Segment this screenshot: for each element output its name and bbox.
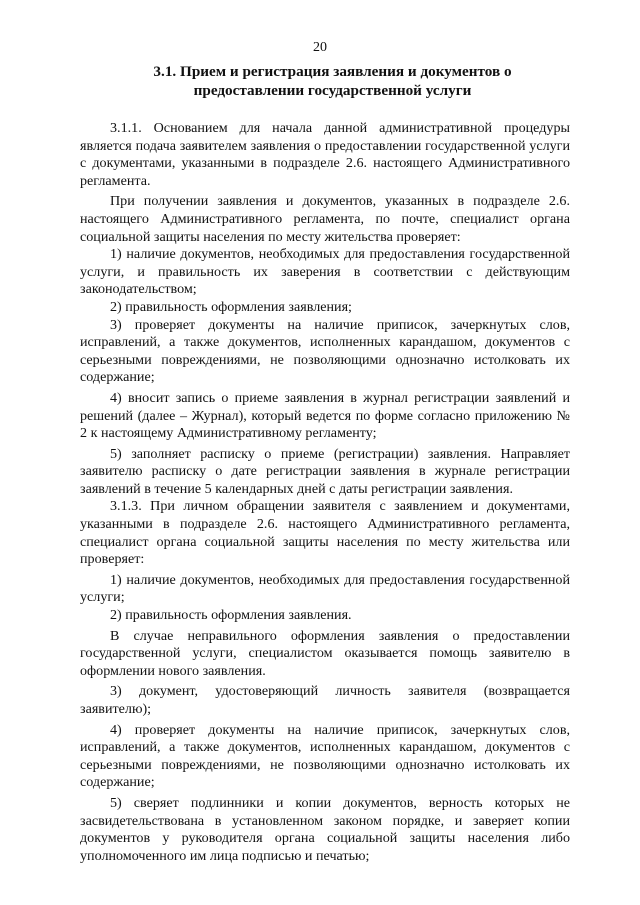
page-number: 20 [313, 40, 327, 55]
list-item-postal-4: 4) вносит запись о приеме заявления в журнал регистрации заявлений и решений (далее – Журнал), который ведется по форме согласно приложению № 2 к настоящему Административному регламенту; [80, 389, 570, 442]
list-item-personal-3: 3) документ, удостоверяющий личность заявителя (возвращается заявителю); [80, 683, 570, 717]
section-heading-line-1: 3.1. Прием и регистрация заявления и документов о [153, 63, 512, 80]
list-item-personal-2: 2) правильность оформления заявления. [110, 607, 352, 624]
paragraph-postal-check: При получении заявления и документов, указанных в подразделе 2.6. настоящего Административного регламента, по почте, специалист органа социальной защиты населения по месту жительства проверяет: [80, 193, 570, 245]
paragraph-incorrect-form: В случае неправильного оформления заявления о предоставлении государственной услуги, специалистом оказывается помощь заявителю в оформлении нового заявления. [80, 627, 570, 679]
list-item-postal-2: 2) правильность оформления заявления; [110, 298, 352, 315]
paragraph-3-1-3: 3.1.3. При личном обращении заявителя с заявлением и документами, указанными в подразделе 2.6. настоящего Административного регламента, специалист органа социальной защиты населения по месту жительства или проверяет: [80, 498, 570, 568]
section-heading [90, 62, 575, 100]
list-item-personal-5: 5) сверяет подлинники и копии документов, верность которых не засвидетельствована в установленном законом порядке, и заверяет копии документов у руководителя органа социальной защиты населения либо уполномоченного им лица подписью и печатью; [80, 794, 570, 864]
list-item-postal-5: 5) заполняет расписку о приеме (регистрации) заявления. Направляет заявителю расписку о дате регистрации заявления в журнале регистрации заявлений в течение 5 календарных дней с даты регистрации заявления. [80, 445, 570, 497]
list-item-personal-1: 1) наличие документов, необходимых для предоставления государственной услуги; [80, 571, 570, 606]
paragraph-3-1-1: 3.1.1. Основанием для начала данной административной процедуры является подача заявителем заявления о предоставлении государственной услуги с документами, указанными в подразделе 2.6. настоящего Административного регламента. [80, 120, 570, 189]
document-body [80, 120, 570, 865]
list-item-postal-3: 3) проверяет документы на наличие приписок, зачеркнутых слов, исправлений, а также документов, исполненных карандашом, документов с серьезными повреждениями, не позволяющими однозначно истолковать их содержание; [80, 316, 570, 386]
list-item-postal-1: 1) наличие документов, необходимых для предоставления государственной услуги, и правильность их заверения в соответствии с действующим законодательством; [80, 246, 570, 298]
list-item-personal-4: 4) проверяет документы на наличие приписок, зачеркнутых слов, исправлений, а также документов, исполненных карандашом, документов с серьезными повреждениями, не позволяющими однозначно истолковать их содержание; [80, 721, 570, 791]
section-heading-line-2: предоставлении государственной услуги [193, 82, 472, 99]
